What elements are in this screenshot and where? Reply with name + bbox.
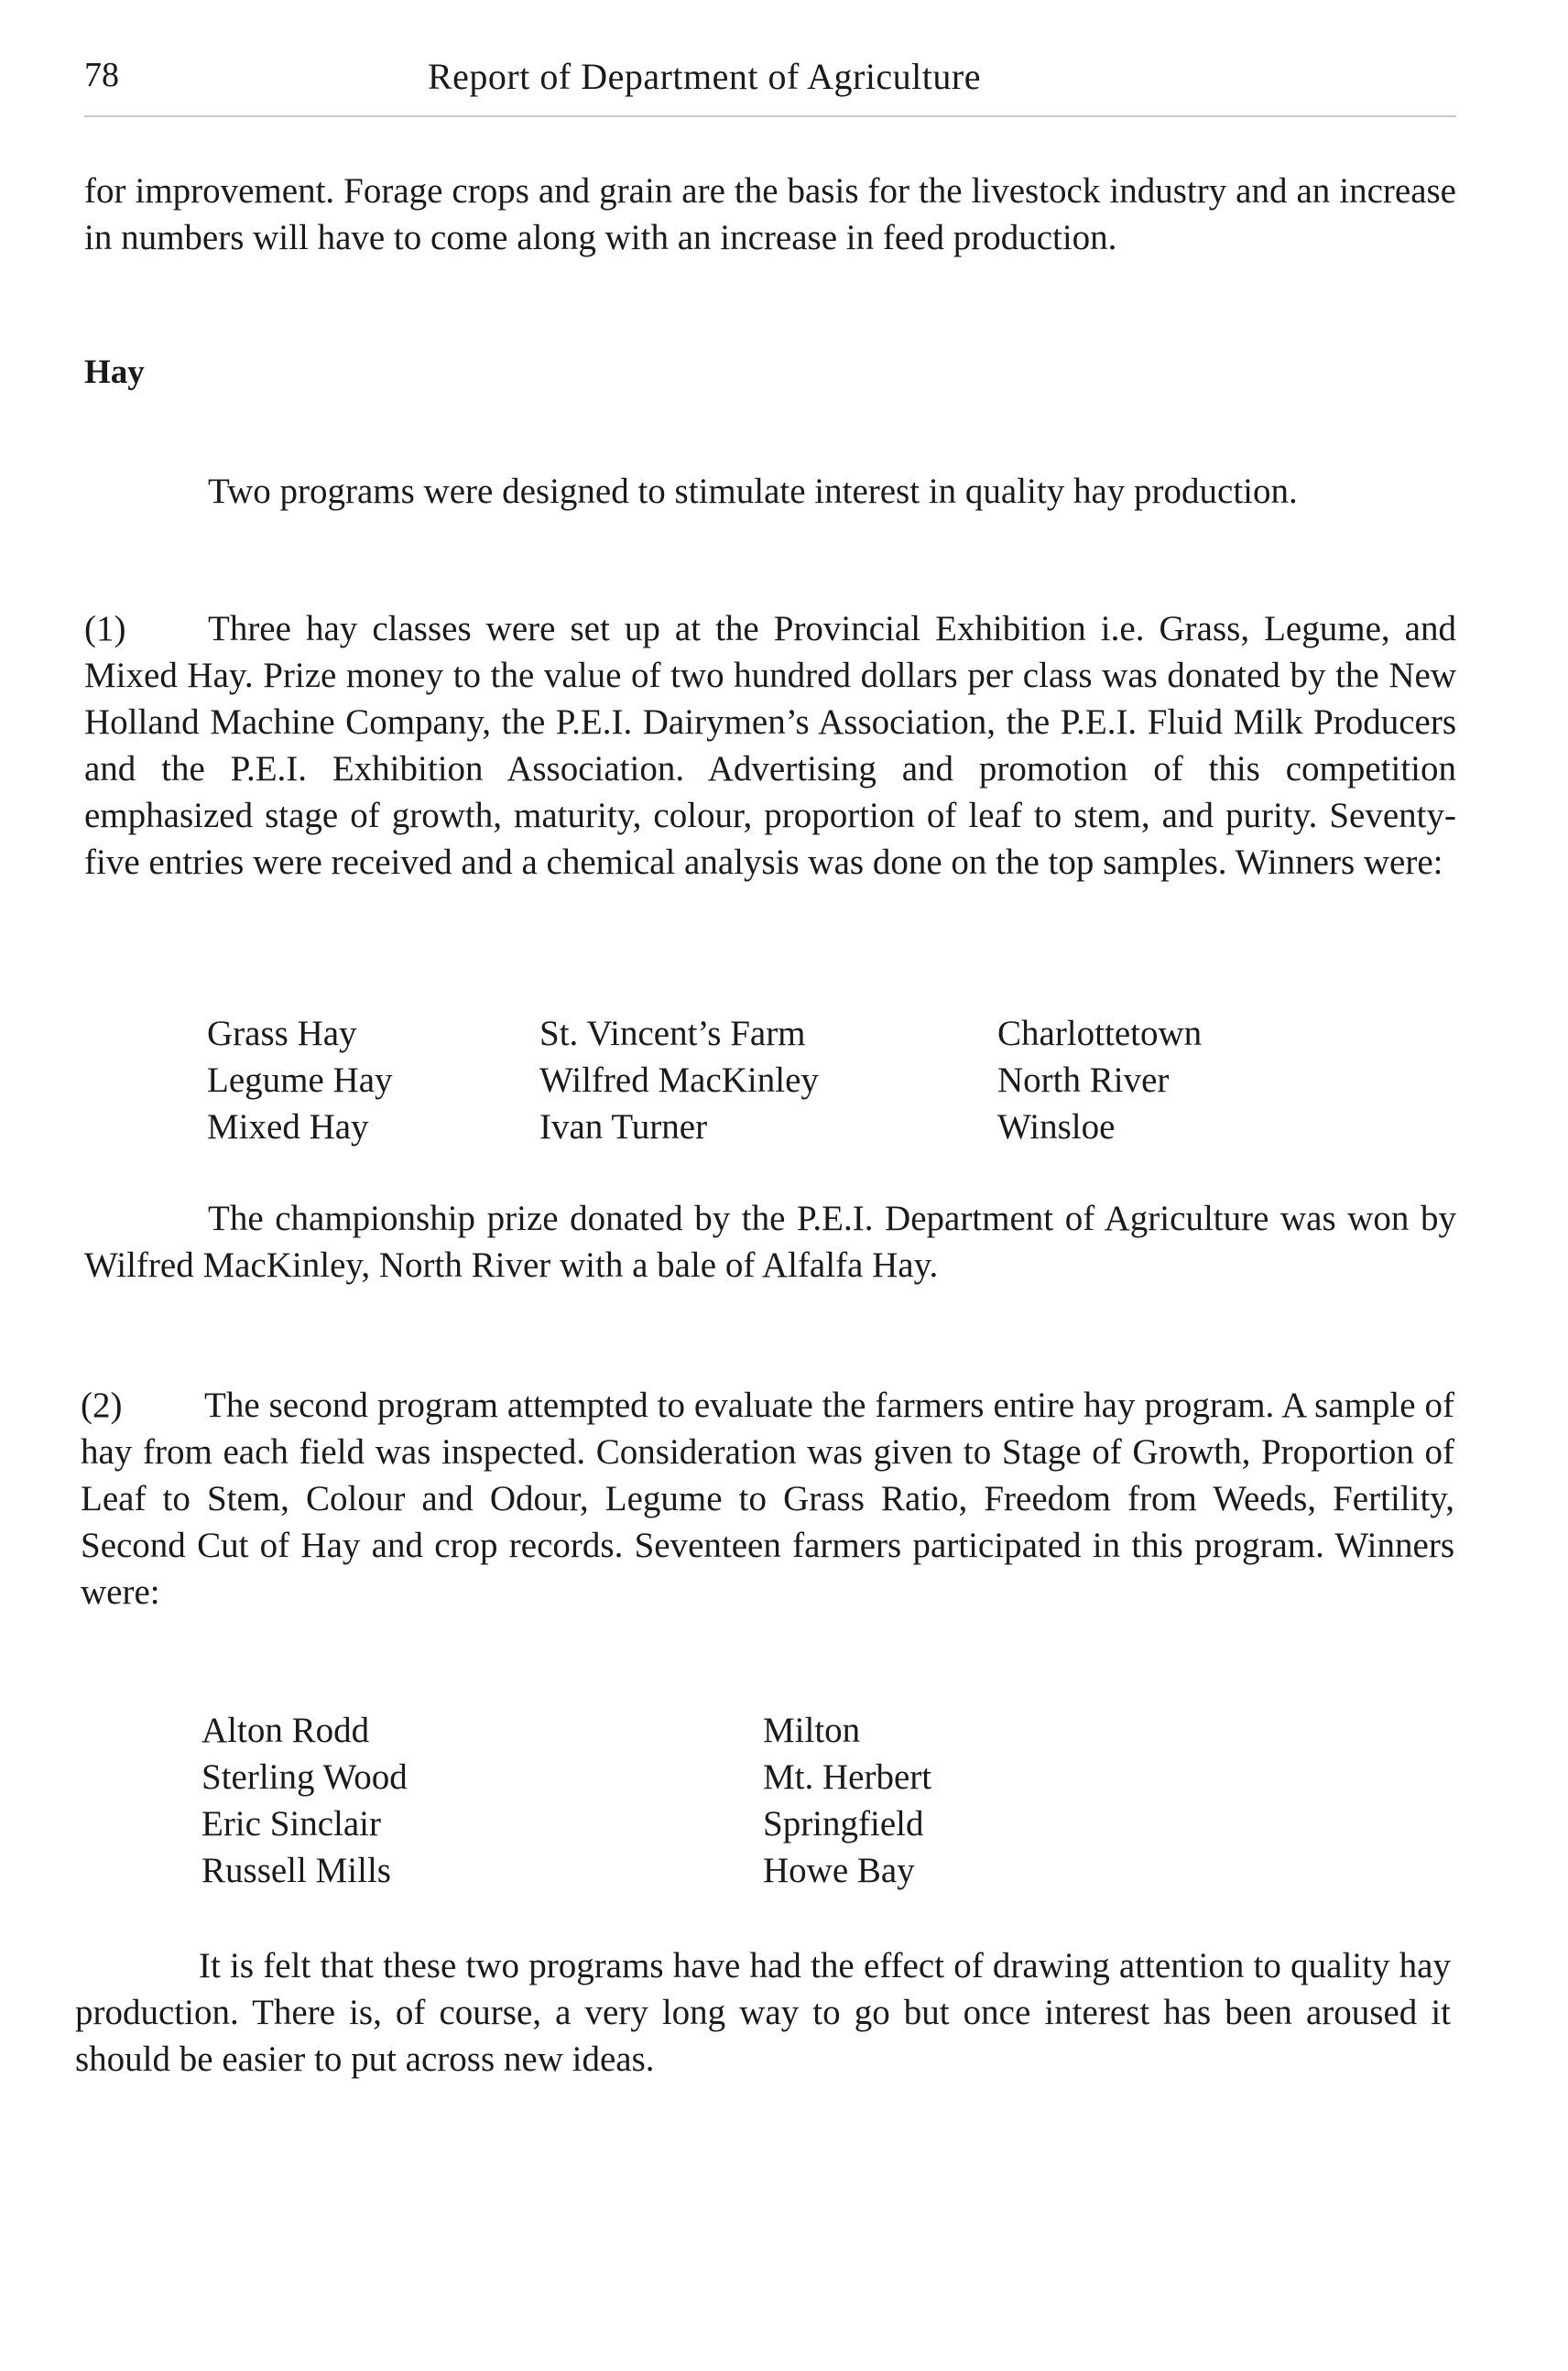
name-cell: Alton Rodd: [201, 1711, 370, 1750]
table-row: [201, 1847, 931, 1894]
location-cell: North River: [997, 1060, 1170, 1100]
winner-cell: Wilfred MacKinley: [539, 1060, 819, 1100]
closing-paragraph: It is felt that these two programs have had the effect of drawing attention to quality hay production. There is, of course, a very long way to go but once interest has been aroused it should be easier to put across new ideas.: [75, 1946, 1451, 2079]
name-cell: Sterling Wood: [201, 1757, 408, 1797]
page-header: [84, 55, 1458, 110]
location-cell: Milton: [763, 1711, 861, 1750]
table-row: [201, 1754, 931, 1800]
running-title: Report of Department of Agriculture: [428, 56, 981, 97]
table-row: [201, 1707, 931, 1754]
winner-cell: St. Vincent’s Farm: [539, 1014, 806, 1053]
class-cell: Grass Hay: [207, 1014, 357, 1053]
header-rule: [84, 115, 1456, 117]
program-one-paragraph: [84, 605, 1456, 886]
location-cell: Howe Bay: [763, 1851, 915, 1890]
location-cell: Winsloe: [997, 1107, 1116, 1147]
program-one-number: (1): [84, 609, 126, 648]
class-winners-table: [207, 1010, 1202, 1150]
winner-cell: Ivan Turner: [539, 1107, 708, 1147]
location-cell: Springfield: [763, 1804, 924, 1844]
program-one-text: Three hay classes were set up at the Provincial Exhibition i.e. Grass, Legume, and Mixed Hay. Prize money to the value of two hundred dollars per class was donated by the New Holland Machine Company, the P.E.I. Dairymen’s Association, the P.E.I. Fluid Milk Producers and the P.E.I. Exhibition Association. Advertising and promotion of this competition emphasized stage of growth, maturity, colour, proportion of leaf to stem, and purity. Seventy-five entries were received and a chemical analysis was done on the top samples. Winners were:: [84, 609, 1456, 882]
name-cell: Russell Mills: [201, 1851, 391, 1890]
name-cell: Eric Sinclair: [201, 1804, 382, 1844]
section-heading: Hay: [84, 353, 145, 391]
page-number: 78: [84, 56, 119, 94]
table-row: [207, 1010, 1202, 1057]
intro-paragraph: for improvement. Forage crops and grain are the basis for the livestock industry and an increase in numbers will have to come along with an increase in feed production.: [84, 171, 1456, 257]
program-two-number: (2): [81, 1386, 123, 1425]
table-row: [207, 1104, 1202, 1150]
class-cell: Mixed Hay: [207, 1107, 369, 1147]
location-cell: Charlottetown: [997, 1014, 1203, 1053]
program-two-text: The second program attempted to evaluate the farmers entire hay program. A sample of hay from each field was inspected. Consideration was given to Stage of Growth, Proportion of Leaf to Stem, Colour and Odour, Legume to Grass Ratio, Freedom from Weeds, Fertility, Second Cut of Hay and crop records. Seventeen farmers participated in this program. Winners were:: [81, 1386, 1454, 1612]
program-winners-table: [201, 1707, 931, 1894]
table-row: [207, 1057, 1202, 1104]
location-cell: Mt. Herbert: [763, 1757, 932, 1797]
programs-intro-paragraph: Two programs were designed to stimulate interest in quality hay production.: [208, 472, 1298, 511]
championship-paragraph: The championship prize donated by the P.E.I. Department of Agriculture was won by Wilfred MacKinley, North River with a bale of Alfalfa Hay.: [84, 1199, 1456, 1285]
program-two-paragraph: [81, 1382, 1454, 1615]
class-cell: Legume Hay: [207, 1060, 393, 1100]
table-row: [201, 1800, 931, 1847]
